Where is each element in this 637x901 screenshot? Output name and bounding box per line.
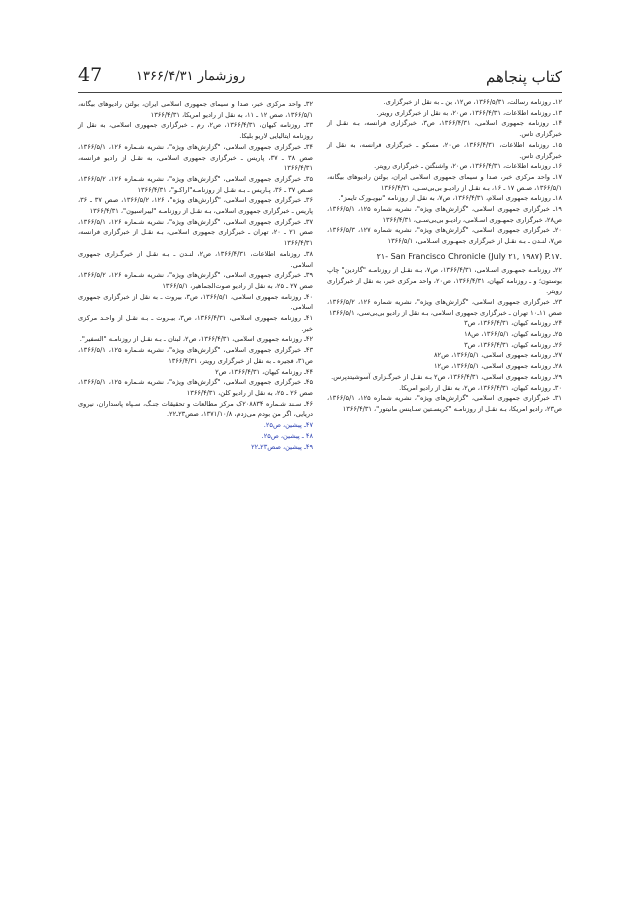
footnote: ۱۲ـ روزنامه رسالت، ۱۳۶۶/۵/۳۱، ص۱۲، بن ـ به نقل از خبرگزاری. <box>383 98 562 106</box>
header-divider <box>78 92 562 93</box>
footnote: ۲۵ـ روزنامه کیهان، ۱۳۶۶/۵/۱، ص۱۸ <box>464 330 562 339</box>
footnote: ۳۰ـ روزنامه کیهان، ۱۳۶۶/۴/۳۱، ص۲، به نقل از رادیو امریکا. <box>399 383 562 392</box>
footnote: ۳۸ـ روزنامه اطلاعات، ۱۳۶۶/۴/۳۱، ص۲، لنـدن ـ بـه نقـل از خبرگـزاری جمهوری اسلامی. <box>78 249 313 269</box>
footnote: ۲۲ـ روزنامـه جمهـوری اسـلامی، ۱۳۶۶/۴/۳۱، ص۷، بـه نقـل از روزنامـه "گاردین" چاپ بوستون؛ و ـ روزنامه کیهان، ۱۳۶۶/۴/۳۱، ص۲۰، واحد مرکزی خبر، به نقل از خبرگزاری رویتر. <box>327 265 563 296</box>
footnote: ۳۳ـ روزنامه کیهان، ۱۳۶۶/۴/۳۱، ص۲، رم ـ خبرگزاری جمهوری اسلامی، به نقل از روزنامه ایتالیایی لاریو بلیکا. <box>78 121 313 141</box>
footnote: ۲۳ـ خبرگزاری جمهوری اسلامی، "گزارش‌های ویژه"، نشریه شماره ۱۲۶، ۱۳۶۶/۵/۲، صص ۱۱ـ۱۰ تهران ـ خبرگزاری جمهوری اسلامی، بـه نقل از رادیو بی‌بی‌سی، ۱۳۶۶/۵/۱ <box>327 297 562 317</box>
footnote-link[interactable]: ۴۷ـ پیشین، ص۲۵. <box>263 421 313 430</box>
notes-column-right <box>327 97 562 415</box>
footnote: ۱۹ـ خبرگزاری جمهوری اسلامی، "گزارش‌های ویژه"، نشریه شماره ۱۲۵، ۱۳۶۶/۵/۱، ص۲۸، خبرگزاری جمهـوری اسـلامی، رادیـو بی‌بی‌سـی، ۱۳۶۶/۴/۳۱ <box>327 205 562 224</box>
footnote: ۴۲ـ روزنامه جمهوری اسلامی، ۱۳۶۶/۴/۳۱، ص۲، لبنان ـ بـه نقـل از روزنامـه "السفیر". <box>79 335 313 344</box>
footnote: ۱۵ـ روزنامه اطلاعات، ۱۳۶۶/۴/۳۱، ص۲۰، مسکو ـ خبرگزاری فرانسه، به نقل از خبرگزاری تاس. <box>327 140 562 160</box>
footnote: ۴۵ـ خبرگزاری جمهوری اسلامی، "گزارش‌های ویژه"، نشریه شـماره ۱۲۵، ۱۳۶۶/۵/۱، صص ۲۶ ـ ۲۵، به نقل از رادیو کلن، ۱۳۶۶/۴/۳۱ <box>78 378 314 397</box>
footnote: ۳۶ـ خبرگزاری جمهوری اسلامی، "گزارش‌های ویژه"، ۱۲۶، ۱۳۶۶/۵/۲، صص ۳۷ ـ ۳۶، پاریس ـ خبرگزاری جمهوری اسلامی، بـه نقـل از روزنامـه "لیبراسیون"، ۱۳۶۶/۴/۳۱ <box>78 196 313 216</box>
footnote: ۳۷ـ خبرگزاری جمهوری اسلامی، "گزارش‌های ویژه"، نشریه شـماره ۱۲۶، ۱۳۶۶/۵/۱، صص ۲۱ ـ ۲۰، تهران ـ خبرگزاری جمهوری اسلامی، بـه نقـل از خبرگزاری فرانسه، ۱۳۶۶/۴/۳۱ <box>78 217 314 248</box>
footnote: ۱۸ـ روزنامه جمهوری اسلام، ۱۳۶۶/۴/۳۱، ص۷، به نقل از روزنامه "نیویـورک تایمز". <box>338 194 562 203</box>
english-reference: ۲۱- San Francisco Chronicle (July ۲۱, ۱۹۸۷) P.۱۷. <box>376 251 562 261</box>
footnote: ۴۱ـ روزنامه جمهوری اسلامی، ۱۳۶۶/۴/۳۱، ص۳، بیـروت ـ بـه نقـل از واحـد مرکزی خبر. <box>78 314 313 333</box>
footnote: ۲۶ـ روزنامه کیهان، ۱۳۶۶/۴/۳۱، ص۳ <box>464 340 562 349</box>
footnote: ۳۹ـ خبرگزاری جمهوری اسلامی، "گزارش‌های ویژه"، نشریه شـماره ۱۲۶، ۱۳۶۶/۵/۲، صص ۲۷ ـ ۲۵، به نقل از رادیو صوت‌الجماهیر، ۱۳۶۶/۵/۱ <box>78 271 314 290</box>
book-title: کتاب پنجاهم <box>486 68 562 86</box>
page-number: 47 <box>78 64 103 86</box>
footnote-link[interactable]: ۴۹ـ پیشین، صص۲۳ـ۲۲ <box>251 442 313 451</box>
footnote: ۱۳ـ روزنامه اطلاعات، ۱۳۶۶/۴/۳۱، ص۲۰، به نقل از خبرگزاری رویتر. <box>376 108 562 117</box>
footnote: ۲۸ـ روزنامه جمهوری اسلامی، ۱۳۶۶/۵/۱، ص۱۲ <box>434 362 562 371</box>
footnote: ۲۴ـ روزنامه کیهان، ۱۳۶۶/۴/۳۱، ص۳ <box>464 319 562 328</box>
footnote: ۴۶ـ سـند شـماره ۲۰۸۸۳۴ک مرکز مطالعات و تحقیقات جنـگ، سـپاه پاسداران، نیروی دریایی، اگر من بودم می‌زدم، ۱۳۷۱/۱۰/۸، صص۲۳ـ۲۲. <box>78 399 313 419</box>
footnote: ۲۰ـ خبرگزاری جمهوری اسلامی، "گزارش‌های ویژه"، نشریه شماره ۱۲۷، ۱۳۶۶/۵/۳، ص۷، لنـدن ـ بـه نقـل از خبرگزاری جمهـوری اسـلامی، ۱۳۶۶/۵/۱ <box>327 226 562 246</box>
footnote: ۳۱ـ خبرگزاری جمهوری اسلامی، "گزارش‌های ویژه"، نشریه شماره ۱۲۵، ۱۳۶۶/۵/۱، ص۲۳، رادیو امریکا، بـه نقـل از روزنامـه "کریسـتین سـاینس مانیتور"، ۱۳۶۶/۴/۳۱ <box>327 394 562 413</box>
footnote: ۴۴ـ روزنامه کیهان، ۱۳۶۶/۴/۳۱، ص۲ <box>215 367 313 376</box>
footnote: ۲۷ـ روزنامه جمهوری اسلامی، ۱۳۶۶/۵/۱، ص۸۲ <box>434 351 562 360</box>
footnote: ۱۴ـ روزنامه جمهوری اسلامی، ۱۳۶۶/۴/۳۱، ص۳، خبرگزاری فرانسه، بـه نقـل از خبرگزاری تاس. <box>327 119 563 139</box>
page-header <box>78 64 562 90</box>
footnote: ۱۶ـ روزنامه اطلاعات، ۱۳۶۶/۴/۳۱، ص۲۰، واشنگتن ـ خبرگزاری رویتر. <box>374 162 562 171</box>
footnote: ۴۰ـ روزنامه جمهوری اسلامی، ۱۳۶۶/۵/۱، ص۳، بیروت ـ به نقل از خبرگزاری جمهوری اسلامی. <box>78 292 313 312</box>
footnote-link[interactable]: ۴۸ ـ پیشین، ص۲۵. <box>261 431 313 440</box>
footnote: ۳۵ـ خبرگزاری جمهوری اسلامی، "گزارش‌های ویژه"، نشریه شـماره ۱۲۶، ۱۳۶۶/۵/۲، صـص ۳۷ ـ ۳۶، پـاریس ـ بـه نقـل از روزنامـه"اراکـو"، ۱۳۶۶/۴/۳۱ <box>78 174 314 194</box>
footnote: ۳۲ـ واحد مرکزی خبر، صدا و سیمای جمهوری اسلامی ایران، بولتن رادیوهای بیگانه، ۱۳۶۶/۵/۱، صص ۱۲ ـ ۱۱، به نقل از رادیو امریکا، ۱۳۶۶/۴/۳۱ <box>78 100 313 119</box>
notes-column-left <box>78 99 313 452</box>
footnote: ۱۷ـ واحد مرکزی خبر، صدا و سیمای جمهوری اسلامی ایران، بولتن رادیوهای بیگانه، ۱۳۶۶/۵/۱، صـص ۱۷ ـ ۱۶، بـه نقـل از رادیـو بی‌بی‌سـی، ۱۳۶۶/۴/۳۱ <box>327 172 562 192</box>
diary-title: روزشمار ۱۳۶۶/۴/۳۱ <box>136 69 246 84</box>
footnote: ۴۳ـ خبرگزاری جمهوری اسلامی، "گزارش‌های ویژه"، نشریه شـماره ۱۲۵، ۱۳۶۶/۵/۱، ص۳۱، فجیره ـ به نقل از خبرگزاری رویتر، ۱۳۶۶/۴/۳۱ <box>78 346 314 365</box>
footnote: ۳۴ـ خبرگزاری جمهوری اسلامی، "گزارش‌های ویژه"، نشریه شـماره ۱۲۶، ۱۳۶۶/۵/۱، صص ۳۸ ـ ۳۷، پاریس ـ خبرگزاری جمهوری اسلامی، به نقـل از رادیو فرانسه، ۱۳۶۶/۴/۳۱ <box>78 142 314 173</box>
footnote: ۲۹ـ روزنامه جمهوری اسلامی، ۱۳۶۶/۴/۳۱، ص۲ بـه نقـل از خبرگـزاری آسوشیتدپرس. <box>331 372 562 381</box>
